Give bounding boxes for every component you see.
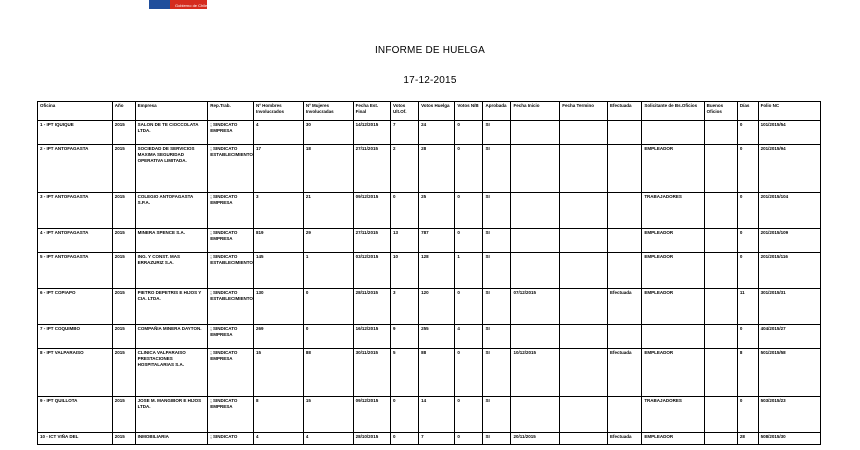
table-cell: 145	[253, 253, 303, 289]
column-header: Aprobada	[483, 102, 511, 121]
table-cell: INMOBILIARIA	[135, 433, 208, 445]
table-cell: 130	[253, 289, 303, 325]
table-cell	[704, 229, 737, 253]
table-cell: 5 - IPT ANTOFAGASTA	[38, 253, 113, 289]
table-cell: 2015	[112, 121, 135, 145]
column-header: Fecha Termino	[560, 102, 608, 121]
table-cell	[511, 397, 560, 433]
table-cell: Efectuada	[608, 289, 642, 325]
table-cell: CLINICA VALPARAISO PRESTACIONES HOSPITALARIAS S.A.	[135, 349, 208, 397]
table-cell: 0	[391, 397, 419, 433]
table-cell: 09/12/2015	[353, 193, 390, 229]
table-cell	[511, 145, 560, 193]
table-cell: SI	[483, 193, 511, 229]
table-cell: 2015	[112, 397, 135, 433]
table-cell: 14	[419, 397, 455, 433]
table-cell: 7 - IPT COQUIMBO	[38, 325, 113, 349]
table-cell: ; SINDICATO	[208, 433, 254, 445]
column-header: Empresa	[135, 102, 208, 121]
table-cell	[608, 145, 642, 193]
table-cell: 7	[419, 433, 455, 445]
table-cell: 1 - IPT IQUIQUE	[38, 121, 113, 145]
column-header: Fecha Inicio	[511, 102, 560, 121]
column-header: Año	[112, 102, 135, 121]
table-cell: 88	[303, 349, 353, 397]
table-cell: 269	[253, 325, 303, 349]
table-cell: 2015	[112, 325, 135, 349]
table-cell: 29	[303, 229, 353, 253]
table-cell: ; SINDICATO ESTABLECIMIENTO	[208, 145, 254, 193]
table-cell: 404/2015/27	[758, 325, 820, 349]
table-cell: EMPLEADOR	[642, 349, 704, 397]
table-cell: 0	[455, 289, 483, 325]
table-cell	[560, 145, 608, 193]
strike-report-table	[37, 101, 821, 445]
table-cell	[608, 193, 642, 229]
table-cell: 25	[419, 193, 455, 229]
table-cell: ; SINDICATO ESTABLECIMIENTO	[208, 253, 254, 289]
table-cell: SI	[483, 349, 511, 397]
table-cell: 0	[455, 193, 483, 229]
table-cell: 10	[391, 253, 419, 289]
table-cell: ; SINDICATO EMPRESA	[208, 193, 254, 229]
table-cell: SI	[483, 145, 511, 193]
table-cell: 30/11/2015	[353, 349, 390, 397]
table-cell: 0	[303, 289, 353, 325]
table-cell: 508/2015/30	[758, 433, 820, 445]
table-cell	[511, 325, 560, 349]
table-cell: 2015	[112, 145, 135, 193]
table-cell: 0	[737, 121, 758, 145]
table-cell: 0	[737, 193, 758, 229]
table-cell	[511, 253, 560, 289]
table-cell: 0	[455, 433, 483, 445]
table-cell	[511, 229, 560, 253]
table-cell: ; SINDICATO ESTABLECIMIENTO	[208, 289, 254, 325]
table-cell: ; SINDICATO EMPRESA	[208, 121, 254, 145]
table-row	[38, 289, 821, 325]
table-cell	[704, 349, 737, 397]
table-row	[38, 349, 821, 397]
table-cell	[608, 121, 642, 145]
table-cell: 27/11/2015	[353, 229, 390, 253]
table-cell: 15	[303, 397, 353, 433]
table-cell: SI	[483, 229, 511, 253]
table-cell	[511, 121, 560, 145]
column-header: Nº Mujeres Involucradas	[303, 102, 353, 121]
table-cell: EMPLEADOR	[642, 145, 704, 193]
table-cell: 301/2015/31	[758, 289, 820, 325]
logo-text: Gobierno de Chile	[175, 3, 208, 8]
table-cell: 2015	[112, 193, 135, 229]
table-cell	[560, 229, 608, 253]
table-cell	[704, 289, 737, 325]
table-cell: 11	[737, 289, 758, 325]
table-cell: 0	[737, 325, 758, 349]
table-cell: EMPLEADOR	[642, 289, 704, 325]
table-cell: JOSE M. MANGIBOR E HIJOS LTDA.	[135, 397, 208, 433]
table-cell: 10/12/2015	[511, 349, 560, 397]
table-cell: 20/11/2015	[511, 433, 560, 445]
table-cell: 1	[303, 253, 353, 289]
table-row	[38, 121, 821, 145]
table-cell: 3	[253, 193, 303, 229]
table-cell: 28	[737, 433, 758, 445]
table-cell: ; SINDICATO EMPRESA	[208, 229, 254, 253]
table-cell	[704, 325, 737, 349]
table-cell: 255	[419, 325, 455, 349]
table-cell: 7	[391, 121, 419, 145]
table-cell	[560, 289, 608, 325]
table-cell: 128	[419, 253, 455, 289]
table-cell	[560, 433, 608, 445]
column-header: Folio NC	[758, 102, 820, 121]
table-cell	[642, 325, 704, 349]
table-cell: TRABAJADORES	[642, 193, 704, 229]
table-cell: 9	[391, 325, 419, 349]
table-cell: SI	[483, 289, 511, 325]
table-cell: 4	[253, 433, 303, 445]
table-cell: 0	[455, 397, 483, 433]
table-cell: ; SINDICATO EMPRESA	[208, 397, 254, 433]
table-cell: 503/2015/23	[758, 397, 820, 433]
table-cell	[608, 229, 642, 253]
table-cell: 21	[303, 193, 353, 229]
table-cell: 3	[391, 289, 419, 325]
column-header: Efectuada	[608, 102, 642, 121]
table-cell: 8 - IPT VALPARAISO	[38, 349, 113, 397]
table-cell	[704, 397, 737, 433]
table-cell	[560, 325, 608, 349]
table-row	[38, 325, 821, 349]
table-cell: 101/2015/54	[758, 121, 820, 145]
table-cell: 0	[455, 145, 483, 193]
table-cell: Efectuada	[608, 433, 642, 445]
table-cell: 201/2015/104	[758, 193, 820, 229]
table-cell: COMPAÑIA MINERA DAYTON.	[135, 325, 208, 349]
table-cell: Efectuada	[608, 349, 642, 397]
table-cell: 0	[303, 325, 353, 349]
table-cell: 9 - IPT QUILLOTA	[38, 397, 113, 433]
table-cell: ING. Y CONST. MAS ERRAZURIZ S.A.	[135, 253, 208, 289]
table-cell: 4	[253, 121, 303, 145]
column-header: Solicitante de Bs.Oficios	[642, 102, 704, 121]
table-cell: EMPLEADOR	[642, 433, 704, 445]
table-cell	[704, 253, 737, 289]
column-header: Votos Huelga	[419, 102, 455, 121]
table-cell: 1	[455, 253, 483, 289]
table-cell: 13	[391, 229, 419, 253]
table-cell: 2015	[112, 289, 135, 325]
table-cell: 0	[737, 229, 758, 253]
table-cell	[560, 397, 608, 433]
table-cell: SI	[483, 253, 511, 289]
table-cell: 2015	[112, 433, 135, 445]
table-cell: 819	[253, 229, 303, 253]
table-cell: 4	[303, 433, 353, 445]
table-cell: 8	[253, 397, 303, 433]
table-cell: EMPLEADOR	[642, 229, 704, 253]
table-cell: 88	[419, 349, 455, 397]
table-cell: EMPLEADOR	[642, 253, 704, 289]
government-logo	[149, 0, 207, 9]
column-header: Buenos Oficios	[704, 102, 737, 121]
table-cell: 24	[419, 121, 455, 145]
table-cell: 03/12/2015	[353, 253, 390, 289]
table-cell: 30	[303, 121, 353, 145]
report-date: 17-12-2015	[403, 75, 457, 86]
table-cell: 2015	[112, 253, 135, 289]
table-cell: SI	[483, 433, 511, 445]
table-row	[38, 397, 821, 433]
table-cell: 8	[737, 349, 758, 397]
table-cell: 0	[737, 145, 758, 193]
table-cell: COLEGIO ANTOFAGASTA S.P.A.	[135, 193, 208, 229]
table-cell: 2	[391, 145, 419, 193]
table-cell	[560, 121, 608, 145]
column-header: Rep.Trab.	[208, 102, 254, 121]
table-cell: SI	[483, 325, 511, 349]
column-header: Nº Hombres Involucrados	[253, 102, 303, 121]
table-cell	[608, 397, 642, 433]
table-cell: 501/2015/58	[758, 349, 820, 397]
column-header: Votos N/B	[455, 102, 483, 121]
table-cell: 28/10/2015	[353, 433, 390, 445]
table-cell	[560, 193, 608, 229]
column-header: Oficina	[38, 102, 113, 121]
table-cell: TRABAJADORES	[642, 397, 704, 433]
table-cell: 0	[737, 253, 758, 289]
table-cell: 07/12/2015	[511, 289, 560, 325]
table-cell	[704, 145, 737, 193]
table-cell: 4 - IPT ANTOFAGASTA	[38, 229, 113, 253]
table-cell	[608, 325, 642, 349]
table-cell: 17	[253, 145, 303, 193]
table-row	[38, 193, 821, 229]
logo-blue-block	[149, 0, 170, 9]
table-cell: 10 - ICT VIÑA DEL	[38, 433, 113, 445]
table-cell: 0	[391, 193, 419, 229]
table-cell: 787	[419, 229, 455, 253]
table-cell: 2015	[112, 229, 135, 253]
table-cell: 3 - IPT ANTOFAGASTA	[38, 193, 113, 229]
table-cell: 27/11/2015	[353, 145, 390, 193]
table-cell: ; SINDICATO EMPRESA	[208, 349, 254, 397]
table-cell	[704, 193, 737, 229]
table-cell: SOCIEDAD DE SERVICIOS MAXIMA SEGURIDAD OPERATIVA LIMITADA.	[135, 145, 208, 193]
table-cell: 14/12/2015	[353, 121, 390, 145]
table-cell: 5	[391, 349, 419, 397]
table-cell: 6 - IPT COPIAPO	[38, 289, 113, 325]
table-cell: SI	[483, 121, 511, 145]
table-cell: 18	[303, 145, 353, 193]
table-cell: 2 - IPT ANTOFAGASTA	[38, 145, 113, 193]
table-row	[38, 229, 821, 253]
table-header-row	[38, 102, 821, 121]
table-cell: MINERA SPENCE S.A.	[135, 229, 208, 253]
table-cell: 0	[391, 433, 419, 445]
table-cell: SI	[483, 397, 511, 433]
table-cell: 16/12/2015	[353, 325, 390, 349]
table-row	[38, 145, 821, 193]
table-cell	[511, 193, 560, 229]
table-cell: 4	[455, 325, 483, 349]
table-row	[38, 433, 821, 445]
table-cell: 0	[737, 397, 758, 433]
table-cell	[704, 433, 737, 445]
table-cell: 0	[455, 121, 483, 145]
table-cell: 28	[419, 145, 455, 193]
table-cell: 28/11/2015	[353, 289, 390, 325]
table-cell: 15	[253, 349, 303, 397]
table-cell	[608, 253, 642, 289]
table-cell	[560, 253, 608, 289]
table-cell: 0	[455, 349, 483, 397]
table-cell: 2015	[112, 349, 135, 397]
report-title: INFORME DE HUELGA	[374, 45, 486, 56]
column-header: Votos Ult.Of.	[391, 102, 419, 121]
table-row	[38, 253, 821, 289]
table-cell: 201/2015/109	[758, 229, 820, 253]
table-cell: 09/12/2015	[353, 397, 390, 433]
table-cell	[560, 349, 608, 397]
table-cell: ; SINDICATO EMPRESA	[208, 325, 254, 349]
table-cell: 0	[455, 229, 483, 253]
column-header: Días	[737, 102, 758, 121]
table-cell	[704, 121, 737, 145]
table-cell: SALON DE TE CIOCCOLATA LTDA.	[135, 121, 208, 145]
table-cell: PIETRO DEPETRIS E HIJOS Y CIA. LTDA.	[135, 289, 208, 325]
table-cell: 120	[419, 289, 455, 325]
column-header: Fecha Est. Final	[353, 102, 390, 121]
table-cell: 201/2015/94	[758, 145, 820, 193]
table-cell	[642, 121, 704, 145]
table-cell: 201/2015/116	[758, 253, 820, 289]
